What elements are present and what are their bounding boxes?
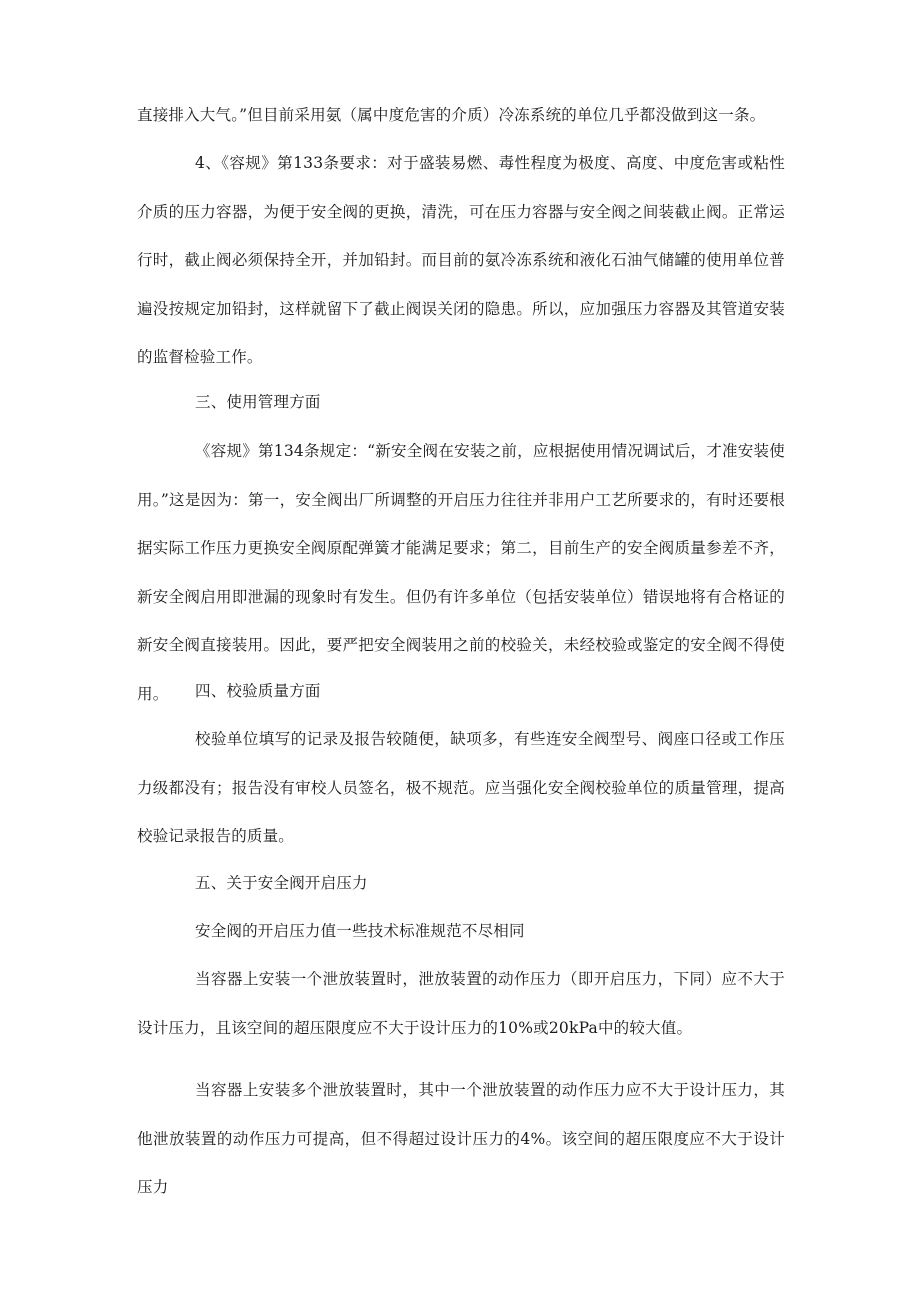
paragraph-quality: 校验单位填写的记录及报告较随便，缺项多，有些连安全阀型号、阀座口径或工作压力级都没有；报告没有审校人员签名，极不规范。应当强化安全阀校验单位的质量管理，提高校验记录报告的质量。 (137, 730, 785, 846)
section-heading-5: 五、关于安全阀开启压力 (195, 874, 368, 892)
paragraph-continuation: 直接排入大气。”但目前采用氨（属中度危害的介质）冷冻系统的单位几乎都没做到这一条。 (137, 106, 766, 124)
paragraph-rule-134: 《容规》第134条规定：“新安全阀在安装之前，应根据使用情况调试后，才准安装使用。”这是因为：第一，安全阀出厂所调整的开启压力往往并非用户工艺所要求的，有时还要根据实际工作压力更换安全阀原配弹簧才能满足要求；第二，目前生产的安全阀质量参差不齐，新安全阀启用即泄漏的现象时有发生。但仍有许多单位（包括安装单位）错误地将有合格证的新安全阀直接装用。因此，要严把安全阀装用之前的校验关，未经校验或鉴定的安全阀不得使用。 (137, 442, 785, 703)
paragraph-single-device: 当容器上安装一个泄放装置时，泄放装置的动作压力（即开启压力，下同）应不大于设计压力，且该空间的超压限度应不大于设计压力的10%或20kPa中的较大值。 (137, 970, 785, 1037)
paragraph-item-4: 4、《容规》第133条要求：对于盛装易燃、毒性程度为极度、高度、中度危害或粘性介质的压力容器，为便于安全阀的更换，清洗，可在压力容器与安全阀之间装截止阀。正常运行时，截止阀必须保持全开，并加铅封。而目前的氨冷冻系统和液化石油气储罐的使用单位普遍没按规定加铅封，这样就留下了截止阀误关闭的隐患。所以，应加强压力容器及其管道安装的监督检验工作。 (137, 154, 785, 367)
section-heading-3: 三、使用管理方面 (195, 393, 321, 411)
paragraph-standards: 安全阀的开启压力值一些技术标准规范不尽相同 (195, 922, 525, 940)
paragraph-multiple-devices: 当容器上安装多个泄放装置时，其中一个泄放装置的动作压力应不大于设计压力，其他泄放装置的动作压力可提高，但不得超过设计压力的4%。该空间的超压限度应不大于设计压力 (137, 1081, 785, 1197)
section-heading-4: 四、校验质量方面 (195, 682, 321, 700)
